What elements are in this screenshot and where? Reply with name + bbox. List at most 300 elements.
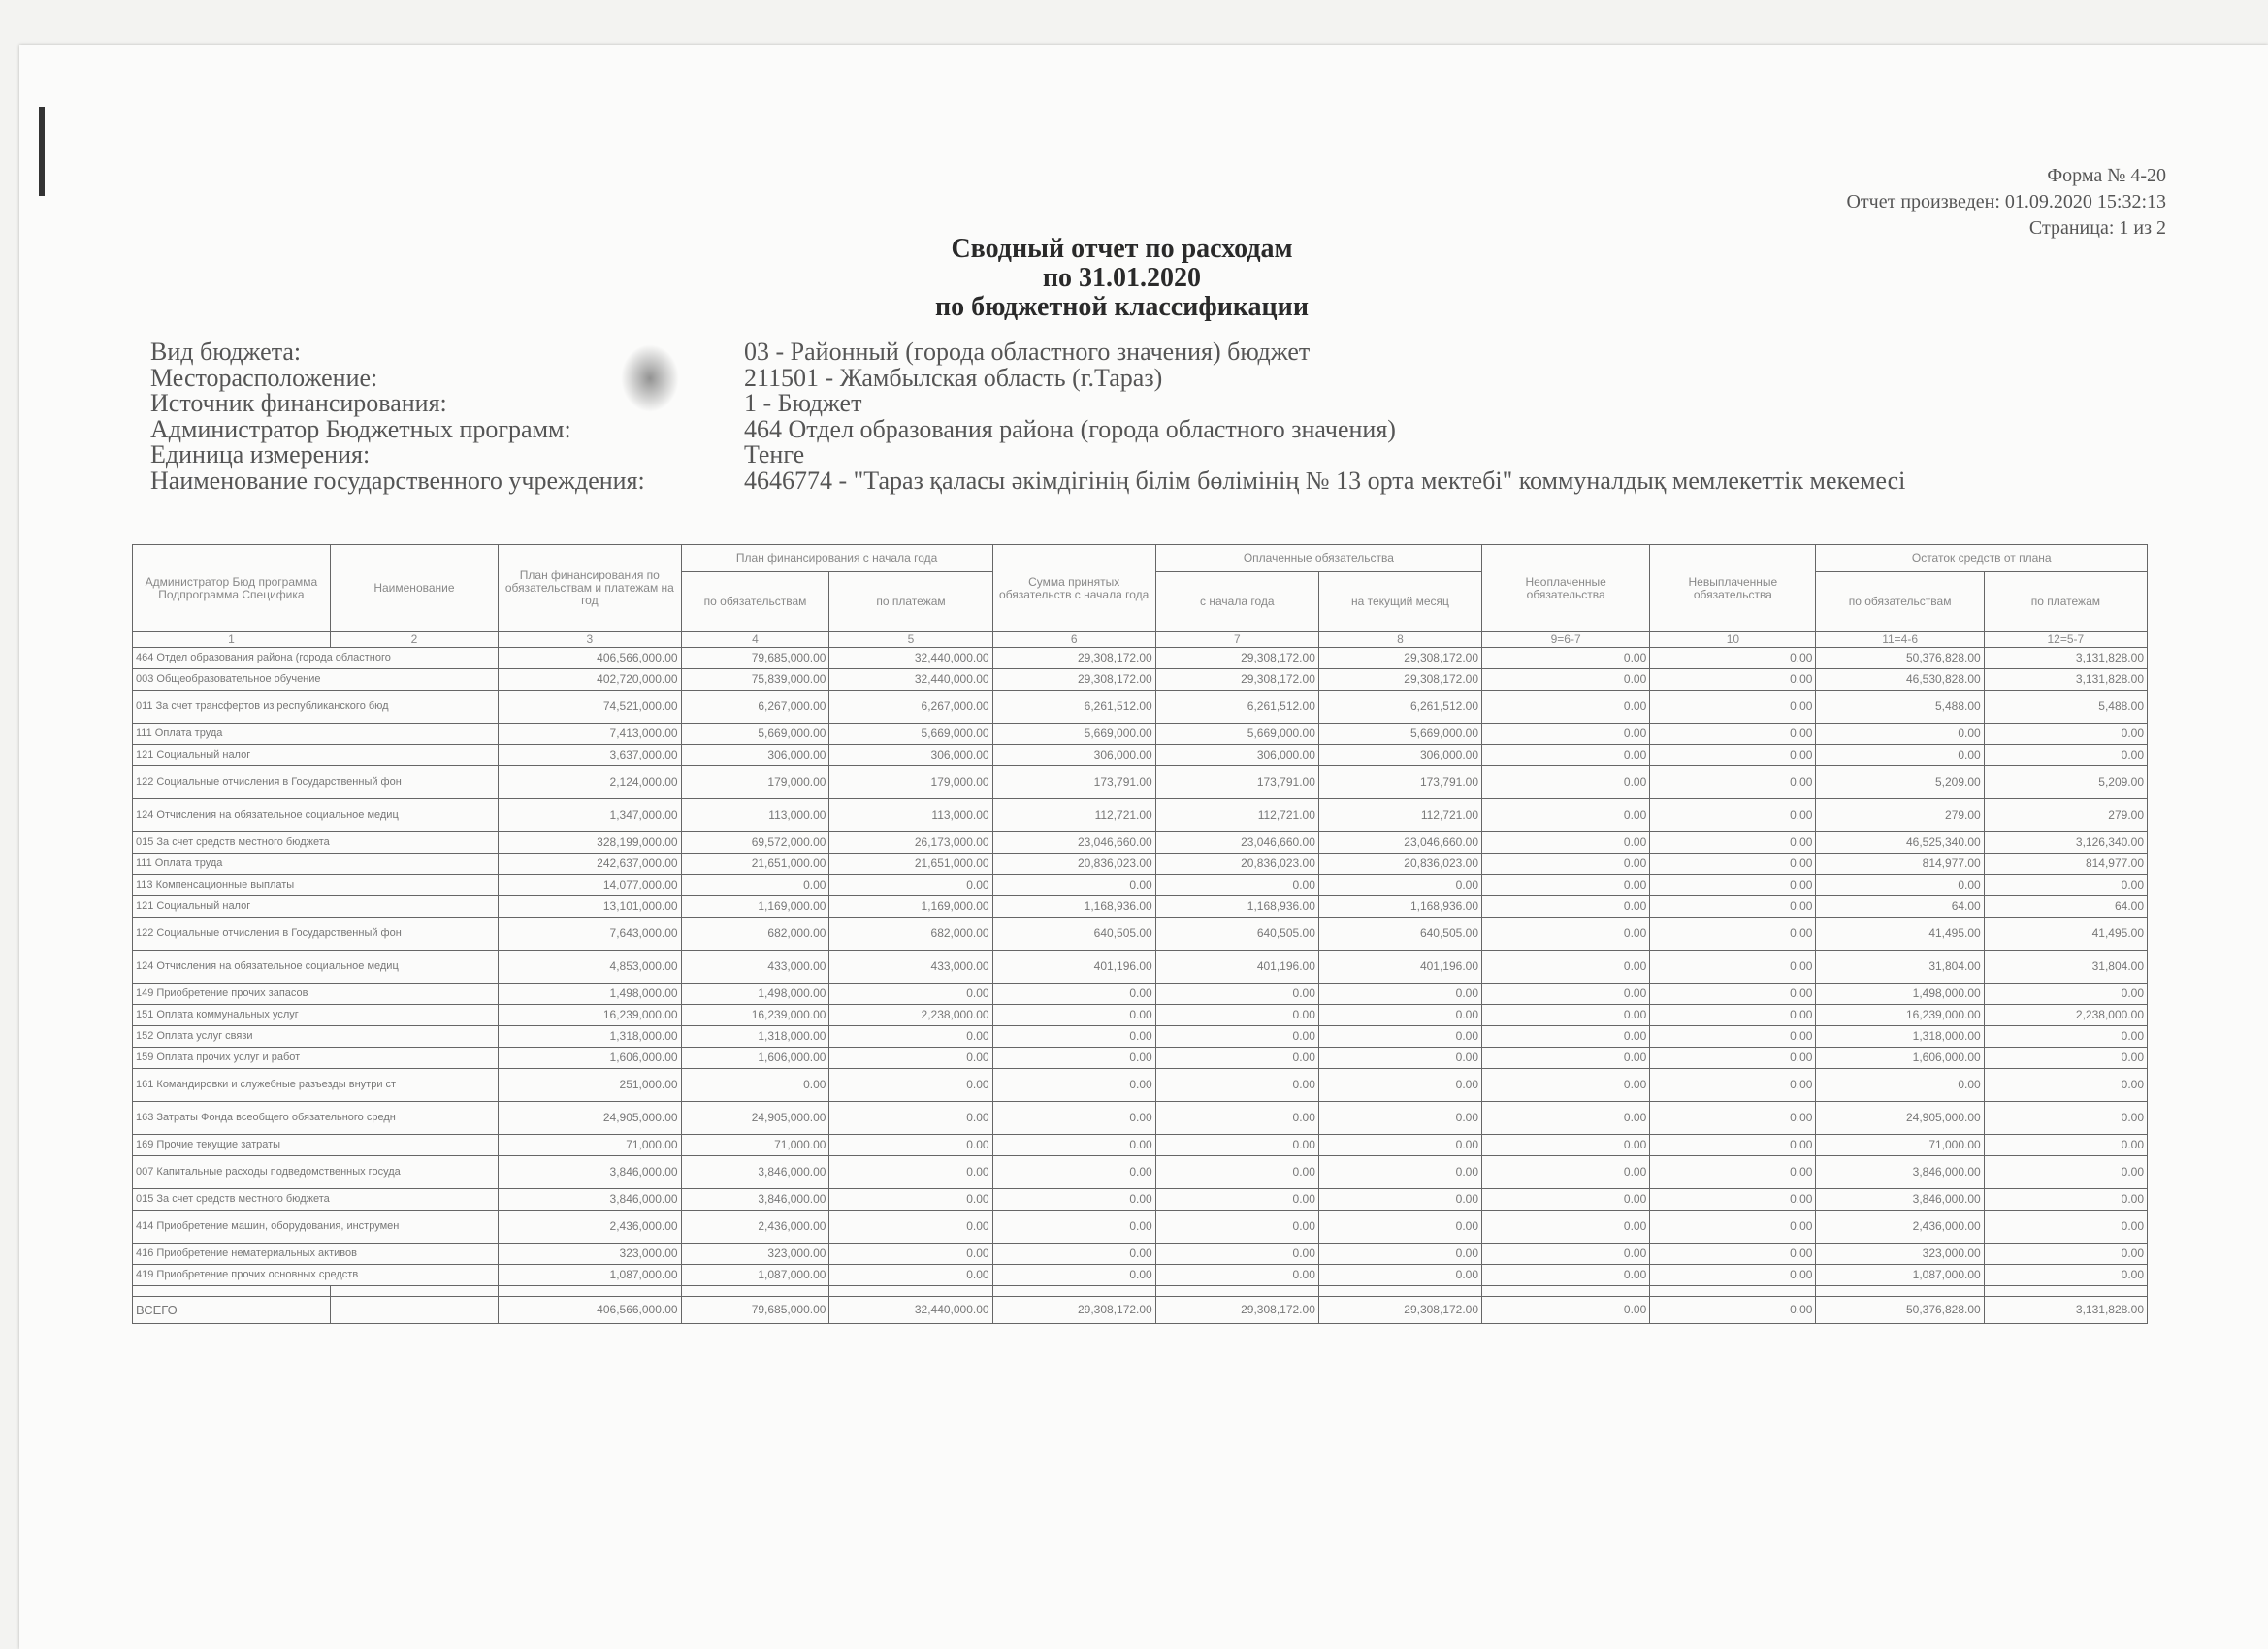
amount-cell: 0.00 [1318,1156,1481,1189]
amount-cell: 41,495.00 [1816,918,1984,951]
amount-cell: 6,261,512.00 [992,691,1155,724]
amount-cell: 0.00 [992,1048,1155,1069]
amount-cell: 0.00 [1984,724,2147,745]
column-index: 5 [829,632,992,648]
total-row [133,1297,2148,1324]
amount-cell: 0.00 [1650,984,1816,1005]
amount-cell: 2,124,000.00 [499,766,682,799]
amount-cell: 0.00 [829,1069,992,1102]
amount-cell: 29,308,172.00 [1318,648,1481,669]
amount-cell: 173,791.00 [992,766,1155,799]
amount-cell: 24,905,000.00 [681,1102,829,1135]
amount-cell: 0.00 [1318,1211,1481,1244]
amount-cell: 24,905,000.00 [1816,1102,1984,1135]
spacer-cell [133,1286,331,1297]
amount-cell: 1,606,000.00 [499,1048,682,1069]
col-name: Наименование [330,545,498,632]
amount-cell: 0.00 [1482,918,1650,951]
amount-cell: 5,209.00 [1984,766,2147,799]
amount-cell: 0.00 [1650,1005,1816,1026]
table-row [133,1069,2148,1102]
row-name: 122 Социальные отчисления в Государственный фон [133,766,499,799]
param-value: 4646774 - "Тараз қаласы әкімдігінің білім бөлімінің № 13 орта мектебі" коммуналдық мемлекеттік мекемесі [744,466,1906,495]
amount-cell: 50,376,828.00 [1816,1297,1984,1324]
amount-cell: 179,000.00 [681,766,829,799]
param-value: Тенге [744,440,805,469]
table-row [133,766,2148,799]
amount-cell: 401,196.00 [992,951,1155,984]
spacer-cell [681,1286,829,1297]
amount-cell: 0.00 [1650,1102,1816,1135]
col-plan-obl: по обязательствам [681,572,829,632]
param-label: Наименование государственного учреждения: [150,466,645,495]
amount-cell: 0.00 [1482,854,1650,875]
amount-cell: 0.00 [1482,691,1650,724]
amount-cell: 29,308,172.00 [992,669,1155,691]
amount-cell: 113,000.00 [681,799,829,832]
amount-cell: 0.00 [1482,1005,1650,1026]
amount-cell: 2,238,000.00 [1984,1005,2147,1026]
amount-cell: 0.00 [1984,984,2147,1005]
row-name: 159 Оплата прочих услуг и работ [133,1048,499,1069]
amount-cell: 20,836,023.00 [1318,854,1481,875]
amount-cell: 0.00 [1482,832,1650,854]
amount-cell: 0.00 [1482,1069,1650,1102]
generated-timestamp: Отчет произведен: 01.09.2020 15:32:13 [1846,191,2166,212]
amount-cell: 0.00 [1318,984,1481,1005]
amount-cell: 0.00 [1482,1048,1650,1069]
amount-cell: 1,087,000.00 [681,1265,829,1286]
amount-cell: 0.00 [992,1211,1155,1244]
amount-cell: 0.00 [1155,1156,1318,1189]
amount-cell: 64.00 [1984,896,2147,918]
amount-cell: 306,000.00 [1318,745,1481,766]
param-label: Администратор Бюджетных программ: [150,414,571,443]
amount-cell: 0.00 [992,1026,1155,1048]
amount-cell: 0.00 [1155,1265,1318,1286]
amount-cell: 79,685,000.00 [681,1297,829,1324]
amount-cell: 0.00 [1650,766,1816,799]
table-row [133,1189,2148,1211]
amount-cell: 0.00 [992,1005,1155,1026]
amount-cell: 6,261,512.00 [1155,691,1318,724]
spacer-row [133,1286,2148,1297]
amount-cell: 640,505.00 [1155,918,1318,951]
table-row [133,1244,2148,1265]
column-index: 8 [1318,632,1481,648]
amount-cell: 1,498,000.00 [1816,984,1984,1005]
amount-cell: 26,173,000.00 [829,832,992,854]
amount-cell: 0.00 [1482,1026,1650,1048]
col-paid-month: на текущий месяц [1318,572,1481,632]
amount-cell: 0.00 [829,1102,992,1135]
amount-cell: 71,000.00 [681,1135,829,1156]
amount-cell: 0.00 [1650,1156,1816,1189]
amount-cell: 0.00 [1650,1026,1816,1048]
title-line-3: по бюджетной классификации [935,292,1309,322]
amount-cell: 0.00 [1482,984,1650,1005]
expense-table [132,544,2148,1324]
param-value: 211501 - Жамбылская область (г.Тараз) [744,363,1163,392]
amount-cell: 0.00 [1650,648,1816,669]
amount-cell: 0.00 [1155,1211,1318,1244]
table-row [133,669,2148,691]
amount-cell: 0.00 [1984,1048,2147,1069]
amount-cell: 23,046,660.00 [1155,832,1318,854]
amount-cell: 21,651,000.00 [681,854,829,875]
amount-cell: 5,209.00 [1816,766,1984,799]
amount-cell: 1,318,000.00 [1816,1026,1984,1048]
row-name: 113 Компенсационные выплаты [133,875,499,896]
amount-cell: 0.00 [1650,1069,1816,1102]
table-row [133,875,2148,896]
amount-cell: 71,000.00 [1816,1135,1984,1156]
amount-cell: 0.00 [1482,951,1650,984]
amount-cell: 433,000.00 [681,951,829,984]
amount-cell: 0.00 [1984,745,2147,766]
amount-cell: 112,721.00 [1318,799,1481,832]
amount-cell: 24,905,000.00 [499,1102,682,1135]
amount-cell: 0.00 [1318,875,1481,896]
column-index: 11=4-6 [1816,632,1984,648]
amount-cell: 0.00 [1650,1211,1816,1244]
amount-cell: 0.00 [1318,1135,1481,1156]
title-line-2: по 31.01.2020 [1042,263,1202,293]
param-value: 464 Отдел образования района (города областного значения) [744,414,1396,443]
amount-cell: 433,000.00 [829,951,992,984]
col-plan-year: План финансирования по обязательствам и платежам на год [499,545,682,632]
amount-cell: 0.00 [1650,951,1816,984]
param-label: Единица измерения: [150,440,371,469]
amount-cell: 0.00 [1650,691,1816,724]
col-rest-obl: по обязательствам [1816,572,1984,632]
amount-cell: 0.00 [1482,766,1650,799]
amount-cell: 0.00 [829,1048,992,1069]
param-row [150,391,1905,417]
amount-cell: 0.00 [829,1026,992,1048]
column-index: 1 [133,632,331,648]
col-rest-pay: по платежам [1984,572,2147,632]
amount-cell: 0.00 [992,1135,1155,1156]
table-row [133,832,2148,854]
amount-cell: 279.00 [1816,799,1984,832]
amount-cell: 179,000.00 [829,766,992,799]
row-name: 152 Оплата услуг связи [133,1026,499,1048]
amount-cell: 69,572,000.00 [681,832,829,854]
amount-cell: 5,669,000.00 [992,724,1155,745]
col-paid-group: Оплаченные обязательства [1155,545,1481,572]
amount-cell: 306,000.00 [681,745,829,766]
amount-cell: 0.00 [1482,1297,1650,1324]
amount-cell: 0.00 [1155,1189,1318,1211]
col-unaccepted: Невыплаченные обязательства [1650,545,1816,632]
amount-cell: 3,846,000.00 [499,1189,682,1211]
table-row [133,896,2148,918]
param-row [150,414,1905,443]
amount-cell: 6,261,512.00 [1318,691,1481,724]
amount-cell: 7,413,000.00 [499,724,682,745]
amount-cell: 0.00 [1318,1244,1481,1265]
row-name: 124 Отчисления на обязательное социальное медиц [133,951,499,984]
amount-cell: 682,000.00 [681,918,829,951]
row-name: 163 Затраты Фонда всеобщего обязательного средн [133,1102,499,1135]
amount-cell: 32,440,000.00 [829,648,992,669]
amount-cell: 401,196.00 [1318,951,1481,984]
amount-cell: 0.00 [1816,724,1984,745]
form-number: Форма № 4-20 [2047,165,2166,186]
amount-cell: 31,804.00 [1984,951,2147,984]
amount-cell: 32,440,000.00 [829,669,992,691]
amount-cell: 0.00 [1155,1135,1318,1156]
amount-cell: 29,308,172.00 [1155,648,1318,669]
amount-cell: 4,853,000.00 [499,951,682,984]
amount-cell: 0.00 [1650,799,1816,832]
row-name: 015 За счет средств местного бюджета [133,832,499,854]
amount-cell: 406,566,000.00 [499,1297,682,1324]
col-plan-pay: по платежам [829,572,992,632]
amount-cell: 5,669,000.00 [1155,724,1318,745]
amount-cell: 0.00 [1482,1211,1650,1244]
amount-cell: 16,239,000.00 [681,1005,829,1026]
amount-cell: 306,000.00 [992,745,1155,766]
amount-cell: 29,308,172.00 [992,1297,1155,1324]
amount-cell: 0.00 [1482,1265,1650,1286]
param-label: Источник финансирования: [150,389,447,417]
amount-cell: 0.00 [1650,832,1816,854]
amount-cell: 16,239,000.00 [499,1005,682,1026]
amount-cell: 0.00 [1650,1048,1816,1069]
row-name: 416 Приобретение нематериальных активов [133,1244,499,1265]
param-row [150,363,1905,392]
amount-cell: 3,846,000.00 [681,1156,829,1189]
amount-cell: 1,168,936.00 [1155,896,1318,918]
amount-cell: 7,643,000.00 [499,918,682,951]
table-row [133,1135,2148,1156]
amount-cell: 5,669,000.00 [829,724,992,745]
amount-cell: 0.00 [1482,1102,1650,1135]
amount-cell: 0.00 [1318,1026,1481,1048]
amount-cell: 0.00 [1318,1069,1481,1102]
amount-cell: 0.00 [1318,1102,1481,1135]
table-row [133,1048,2148,1069]
amount-cell: 50,376,828.00 [1816,648,1984,669]
amount-cell: 5,669,000.00 [681,724,829,745]
amount-cell: 0.00 [1482,799,1650,832]
table-row [133,799,2148,832]
amount-cell: 0.00 [1816,875,1984,896]
amount-cell: 46,525,340.00 [1816,832,1984,854]
table-row [133,691,2148,724]
amount-cell: 3,637,000.00 [499,745,682,766]
row-name: 151 Оплата коммунальных услуг [133,1005,499,1026]
amount-cell: 640,505.00 [1318,918,1481,951]
amount-cell: 0.00 [829,1156,992,1189]
amount-cell: 0.00 [829,1189,992,1211]
amount-cell: 5,488.00 [1816,691,1984,724]
amount-cell: 251,000.00 [499,1069,682,1102]
report-title [0,235,2268,322]
spacer-cell [1482,1286,1650,1297]
column-index: 2 [330,632,498,648]
amount-cell: 173,791.00 [1318,766,1481,799]
amount-cell: 306,000.00 [829,745,992,766]
amount-cell: 0.00 [1650,1265,1816,1286]
amount-cell: 16,239,000.00 [1816,1005,1984,1026]
row-name: 124 Отчисления на обязательное социальное медиц [133,799,499,832]
spacer-cell [499,1286,682,1297]
table-row [133,1265,2148,1286]
table-row [133,648,2148,669]
amount-cell: 79,685,000.00 [681,648,829,669]
amount-cell: 29,308,172.00 [1155,669,1318,691]
column-index: 10 [1650,632,1816,648]
row-name: 011 За счет трансфертов из республиканского бюд [133,691,499,724]
param-label: Месторасположение: [150,363,378,392]
amount-cell: 0.00 [1650,918,1816,951]
spacer-cell [1318,1286,1481,1297]
amount-cell: 0.00 [1984,1135,2147,1156]
row-name: 015 За счет средств местного бюджета [133,1189,499,1211]
amount-cell: 0.00 [829,1211,992,1244]
row-name: 169 Прочие текущие затраты [133,1135,499,1156]
table-row [133,1211,2148,1244]
amount-cell: 0.00 [1650,1135,1816,1156]
amount-cell: 1,606,000.00 [1816,1048,1984,1069]
amount-cell: 0.00 [1984,1069,2147,1102]
amount-cell: 29,308,172.00 [992,648,1155,669]
amount-cell: 31,804.00 [1816,951,1984,984]
amount-cell: 20,836,023.00 [992,854,1155,875]
column-index: 3 [499,632,682,648]
amount-cell: 0.00 [992,875,1155,896]
amount-cell: 0.00 [1650,1244,1816,1265]
table-row [133,1026,2148,1048]
amount-cell: 0.00 [1155,1244,1318,1265]
amount-cell: 1,347,000.00 [499,799,682,832]
amount-cell: 0.00 [1482,1244,1650,1265]
amount-cell: 3,126,340.00 [1984,832,2147,854]
col-paid-start: с начала года [1155,572,1318,632]
amount-cell: 0.00 [1482,1189,1650,1211]
spacer-cell [1816,1286,1984,1297]
amount-cell: 0.00 [1984,1189,2147,1211]
amount-cell: 13,101,000.00 [499,896,682,918]
amount-cell: 0.00 [1984,1244,2147,1265]
amount-cell: 0.00 [1816,745,1984,766]
table-row [133,984,2148,1005]
amount-cell: 3,846,000.00 [1816,1156,1984,1189]
amount-cell: 0.00 [1984,1265,2147,1286]
table-row [133,951,2148,984]
amount-cell: 0.00 [1482,745,1650,766]
row-name: 419 Приобретение прочих основных средств [133,1265,499,1286]
table-row [133,1156,2148,1189]
spacer-cell [992,1286,1155,1297]
amount-cell: 1,606,000.00 [681,1048,829,1069]
column-index: 4 [681,632,829,648]
amount-cell: 113,000.00 [829,799,992,832]
amount-cell: 814,977.00 [1984,854,2147,875]
amount-cell: 0.00 [1984,875,2147,896]
amount-cell: 1,318,000.00 [681,1026,829,1048]
amount-cell: 0.00 [1318,1265,1481,1286]
table-row [133,1102,2148,1135]
amount-cell: 2,436,000.00 [1816,1211,1984,1244]
amount-cell: 279.00 [1984,799,2147,832]
amount-cell: 3,846,000.00 [499,1156,682,1189]
amount-cell: 0.00 [992,984,1155,1005]
amount-cell: 0.00 [829,984,992,1005]
row-name: 464 Отдел образования района (города областного [133,648,499,669]
amount-cell: 0.00 [1650,896,1816,918]
row-name: 149 Приобретение прочих запасов [133,984,499,1005]
col-accepted: Сумма принятых обязательств с начала года [992,545,1155,632]
param-label: Вид бюджета: [150,338,302,366]
report-parameters [150,340,1905,494]
index-row [133,632,2148,648]
amount-cell: 0.00 [1816,1069,1984,1102]
amount-cell: 1,169,000.00 [829,896,992,918]
param-row [150,466,1906,495]
report-meta [1846,163,2166,242]
amount-cell: 32,440,000.00 [829,1297,992,1324]
spacer-cell [829,1286,992,1297]
row-name: 007 Капитальные расходы подведомственных госуда [133,1156,499,1189]
table-row [133,854,2148,875]
amount-cell: 5,488.00 [1984,691,2147,724]
amount-cell: 71,000.00 [499,1135,682,1156]
param-value: 1 - Бюджет [744,389,862,417]
amount-cell: 0.00 [829,875,992,896]
row-name: 003 Общеобразовательное обучение [133,669,499,691]
table-row [133,724,2148,745]
amount-cell: 0.00 [1318,1048,1481,1069]
amount-cell: 0.00 [1482,1156,1650,1189]
amount-cell: 0.00 [1482,896,1650,918]
col-admin: Администратор Бюд программа Подпрограмма Специфика [133,545,331,632]
amount-cell: 0.00 [1155,875,1318,896]
amount-cell: 41,495.00 [1984,918,2147,951]
amount-cell: 0.00 [1482,648,1650,669]
amount-cell: 3,131,828.00 [1984,648,2147,669]
amount-cell: 323,000.00 [1816,1244,1984,1265]
col-unpaid: Неоплаченные обязательства [1482,545,1650,632]
amount-cell: 0.00 [1155,1005,1318,1026]
column-index: 6 [992,632,1155,648]
amount-cell: 0.00 [1318,1189,1481,1211]
amount-cell: 1,168,936.00 [1318,896,1481,918]
row-name: 161 Командировки и служебные разъезды внутри ст [133,1069,499,1102]
amount-cell: 29,308,172.00 [1318,669,1481,691]
amount-cell: 0.00 [1984,1156,2147,1189]
amount-cell: 75,839,000.00 [681,669,829,691]
amount-cell: 6,267,000.00 [681,691,829,724]
page-indicator: Страница: 1 из 2 [2028,217,2166,239]
amount-cell: 0.00 [829,1244,992,1265]
amount-cell: 0.00 [1984,1211,2147,1244]
amount-cell: 0.00 [1650,745,1816,766]
amount-cell: 1,169,000.00 [681,896,829,918]
column-index: 7 [1155,632,1318,648]
amount-cell: 0.00 [1155,984,1318,1005]
amount-cell: 0.00 [992,1102,1155,1135]
amount-cell: 2,436,000.00 [681,1211,829,1244]
amount-cell: 29,308,172.00 [1318,1297,1481,1324]
amount-cell: 1,087,000.00 [499,1265,682,1286]
amount-cell: 3,846,000.00 [1816,1189,1984,1211]
total-label: ВСЕГО [133,1297,331,1324]
amount-cell: 323,000.00 [499,1244,682,1265]
